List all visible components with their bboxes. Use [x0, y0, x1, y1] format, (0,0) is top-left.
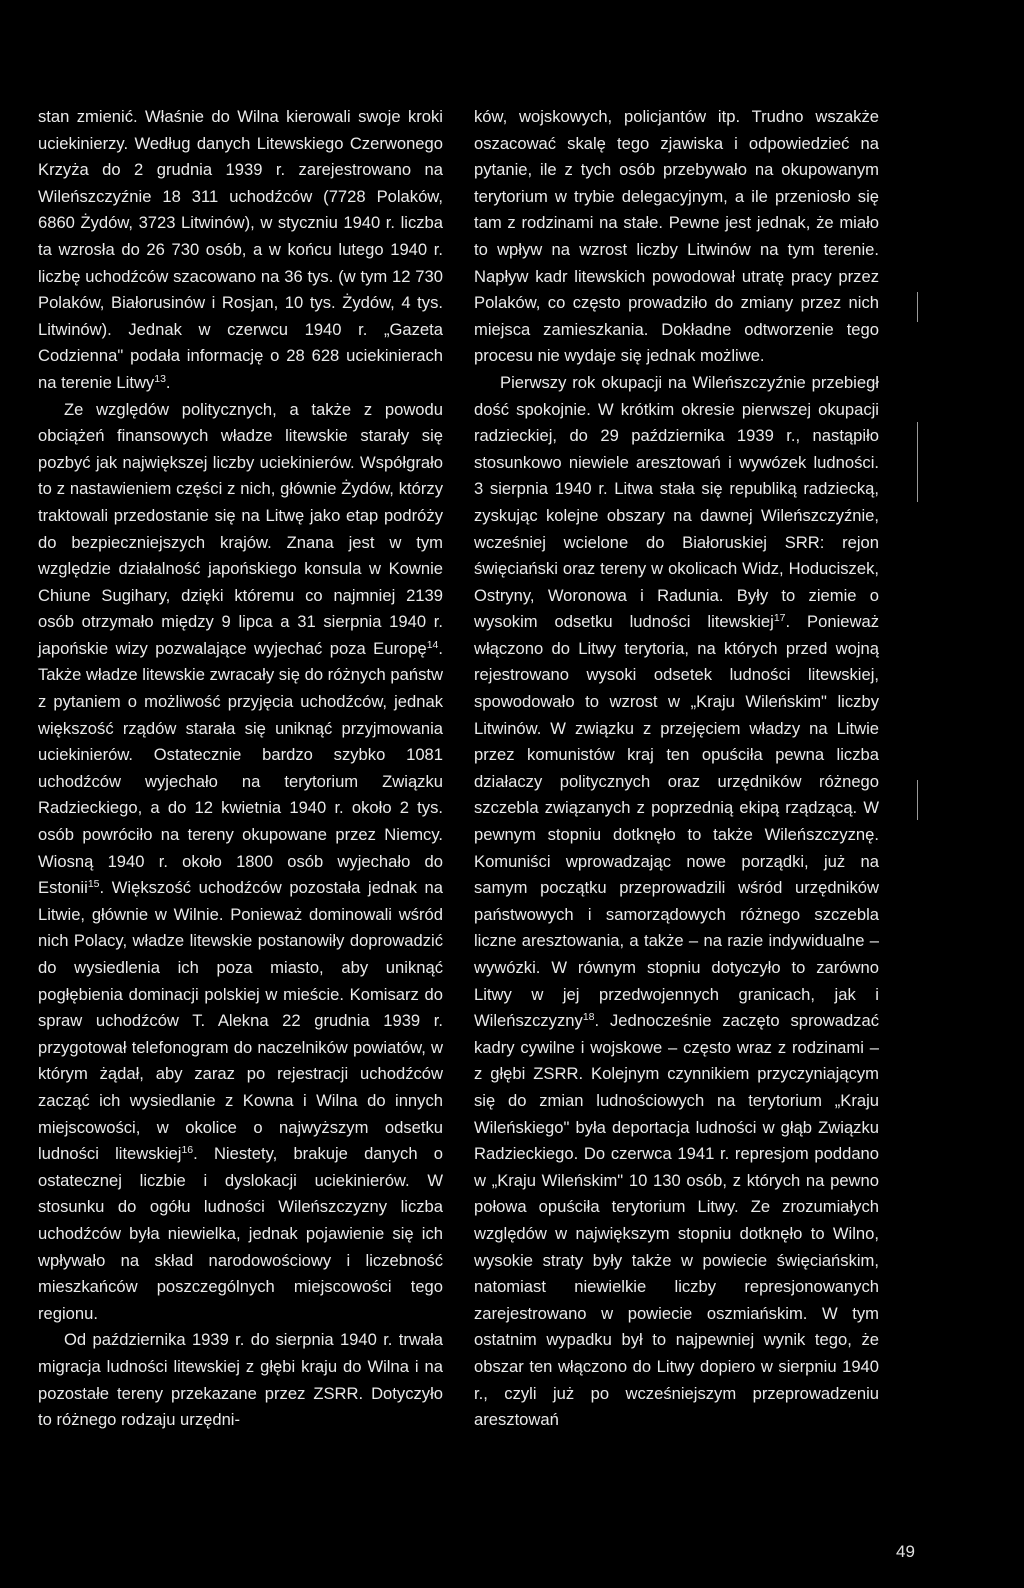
text-column-left: [38, 104, 443, 1434]
paragraph-lithuanian-migration: Od października 1939 r. do sierpnia 1940 r. trwała migracja ludności litewskiej z głębi kraju do Wilna i na pozostałe tereny przekazane przez ZSRR. Dotyczyło to różnego rodzaju urzędni-: [38, 1330, 443, 1430]
margin-mark: [917, 780, 918, 820]
footnote-ref-13[interactable]: 13: [154, 372, 166, 385]
paragraph-political-reasons: Ze względów politycznych, a także z powodu obciążeń finansowych władze litewskie starały się pozbyć jak największej liczby uciekinierów. Współgrało to z nastawieniem części z nich, głównie Żydów, którzy traktowali przedostanie się na Litwę jako etap podróży do bezpieczniejszych krajów. Znana jest w tym względzie działalność japońskiego konsula w Kownie Chiune Sugihary, dzięki któremu co najmniej 2139 osób otrzymało między 9 lipca a 31 sierpnia 1940 r. japońskie wizy pozwalające wyjechać poza Europę$^{14}$. Także władze litewskie zwracały się do różnych państw z pytaniem o możliwość przyjęcia uchodźców, jednak większość rządów starała się uniknąć przyjmowania uciekinierów. Ostatecznie bardzo szybko 1081 uchodźców wyjechało na terytorium Związku Radzieckiego, a do 12 kwietnia 1940 r. około 2 tys. osób powróciło na tereny okupowane przez Niemcy. Wiosną 1940 r. około 1800 osób wyjechało do Estonii$^{15}$. Większość uchodźców pozostała jednak na Litwie, głównie w Wilnie. Ponieważ dominowali wśród nich Polacy, władze litewskie postanowiły doprowadzić do wysiedlenia ich poza miasto, aby uniknąć pogłębienia dominacji polskiej w mieście. Komisarz do spraw uchodźców T. Alekna 22 grudnia 1939 r. przygotował telefonogram do naczelników powiatów, w którym żądał, aby zaraz po rejestracji uchodźców zacząć ich wysiedlanie z Kowna i Wilna do innych miejscowości, w okolice o najwyższym odsetku ludności litewskiej$^{16}$. Niestety, brakuje danych o ostatecznej liczbie i dyslokacji uciekinierów. W stosunku do ogółu ludności Wileńszczyzny liczba uchodźców była niewielka, jednak pojawienie się ich wpływało na skład narodowościowy i liczebność mieszkańców poszczególnych miejscowości tego regionu.: [38, 399, 443, 1323]
footnote-ref-17[interactable]: 17: [773, 612, 786, 625]
footnote-ref-14[interactable]: 14: [426, 638, 439, 651]
footnote-ref-15[interactable]: 15: [87, 878, 100, 891]
text-column-right: [474, 104, 879, 1434]
margin-mark: [917, 422, 918, 502]
paragraph-first-year-occupation: Pierwszy rok okupacji na Wileńszczyźnie przebiegł dość spokojnie. W krótkim okresie pierwszej okupacji radzieckiej, do 29 października 1939 r., nastąpiło stosunkowo niewiele aresztowań i wywózek ludności. 3 sierpnia 1940 r. Litwa stała się republiką radziecką, zyskując kolejne obszary na dawnej Wileńszczyźnie, wcześniej wcielone do Białoruskiej SRR: rejon święciański oraz tereny w okolicach Widz, Hoduciszek, Ostryny, Woronowa i Radunia. Były to ziemie o wysokim odsetku ludności litewskiej$^{17}$. Ponieważ włączono do Litwy terytoria, na których przed wojną rejestrowano wysoki odsetek ludności litewskiej, spowodowało to wzrost w „Kraju Wileńskim" liczby Litwinów. W związku z przejęciem władzy na Litwie przez komunistów kraj ten opuściła pewna liczba działaczy politycznych oraz urzędników różnego szczebla związanych z poprzednią ekipą rządzącą. W pewnym stopniu dotknęło to także Wileńszczyznę. Komuniści wprowadzając nowe porządki, już na samym początku przeprowadzili wśród urzędników państwowych i samorządowych różnego szczebla liczne aresztowania, a także – na razie indywidualne – wywózki. W równym stopniu dotyczyło to zarówno Litwy w jej przedwojennych granicach, jak i Wileńszczyzny$^{18}$. Jednocześnie zaczęto sprowadzać kadry cywilne i wojskowe – często wraz z rodzinami – z głębi ZSRR. Kolejnym czynnikiem przyczyniającym się do zmian ludnościowych na terytorium „Kraju Wileńskiego" była deportacja ludności w głąb Związku Radzieckiego. Do czerwca 1941 r. represjom poddano w „Kraju Wileńskim" 10 130 osób, z których na pewno połowa opuściła terytorium Litwy. Ze zrozumiałych względów w największym stopniu dotknęło to Wilno, wysokie straty były także w powiecie święciańskim, natomiast niewielkie liczby represjonowanych zarejestrowano w powiecie oszmiańskim. W tym ostatnim wypadku był to najpewniej wynik tego, że obszar ten włączono do Litwy dopiero w sierpniu 1940 r., czyli już po wcześniejszym przeprowadzeniu aresztowań: [474, 372, 879, 1430]
page-number: 49: [896, 1542, 915, 1561]
paragraph-officials-continuation: ków, wojskowych, policjantów itp. Trudno wszakże oszacować skalę tego zjawiska i odpowiedzieć na pytanie, ile z tych osób przebywało na okupowanym terytorium w trybie delegacyjnym, a ile przeniosło się tam z rodzinami na stałe. Pewne jest jednak, że miało to wpływ na wzrost liczby Litwinów na tym terenie. Napływ kadr litewskich powodował utratę pracy przez Polaków, co często prowadziło do zmiany przez nich miejsca zamieszkania. Dokładne odtworzenie tego procesu nie wydaje się jednak możliwe.: [474, 107, 879, 366]
paragraph-refugees-numbers: stan zmienić. Właśnie do Wilna kierowali swoje kroki uciekinierzy. Według danych Litewskiego Czerwonego Krzyża do 2 grudnia 1939 r. zarejestrowano na Wileńszczyźnie 18 311 uchodźców (7728 Polaków, 6860 Żydów, 3723 Litwinów), w styczniu 1940 r. liczba ta wzrosła do 26 730 osób, a w końcu lutego 1940 r. liczbę uchodźców szacowano na 36 tys. (w tym 12 730 Polaków, Białorusinów i Rosjan, 10 tys. Żydów, 4 tys. Litwinów). Jednak w czerwcu 1940 r. „Gazeta Codzienna" podała informację o 28 628 uciekinierach na terenie Litwy$^{13}$.: [38, 107, 443, 392]
margin-mark: [917, 292, 918, 322]
footnote-ref-18[interactable]: 18: [582, 1011, 595, 1024]
footnote-ref-16[interactable]: 16: [181, 1144, 194, 1157]
